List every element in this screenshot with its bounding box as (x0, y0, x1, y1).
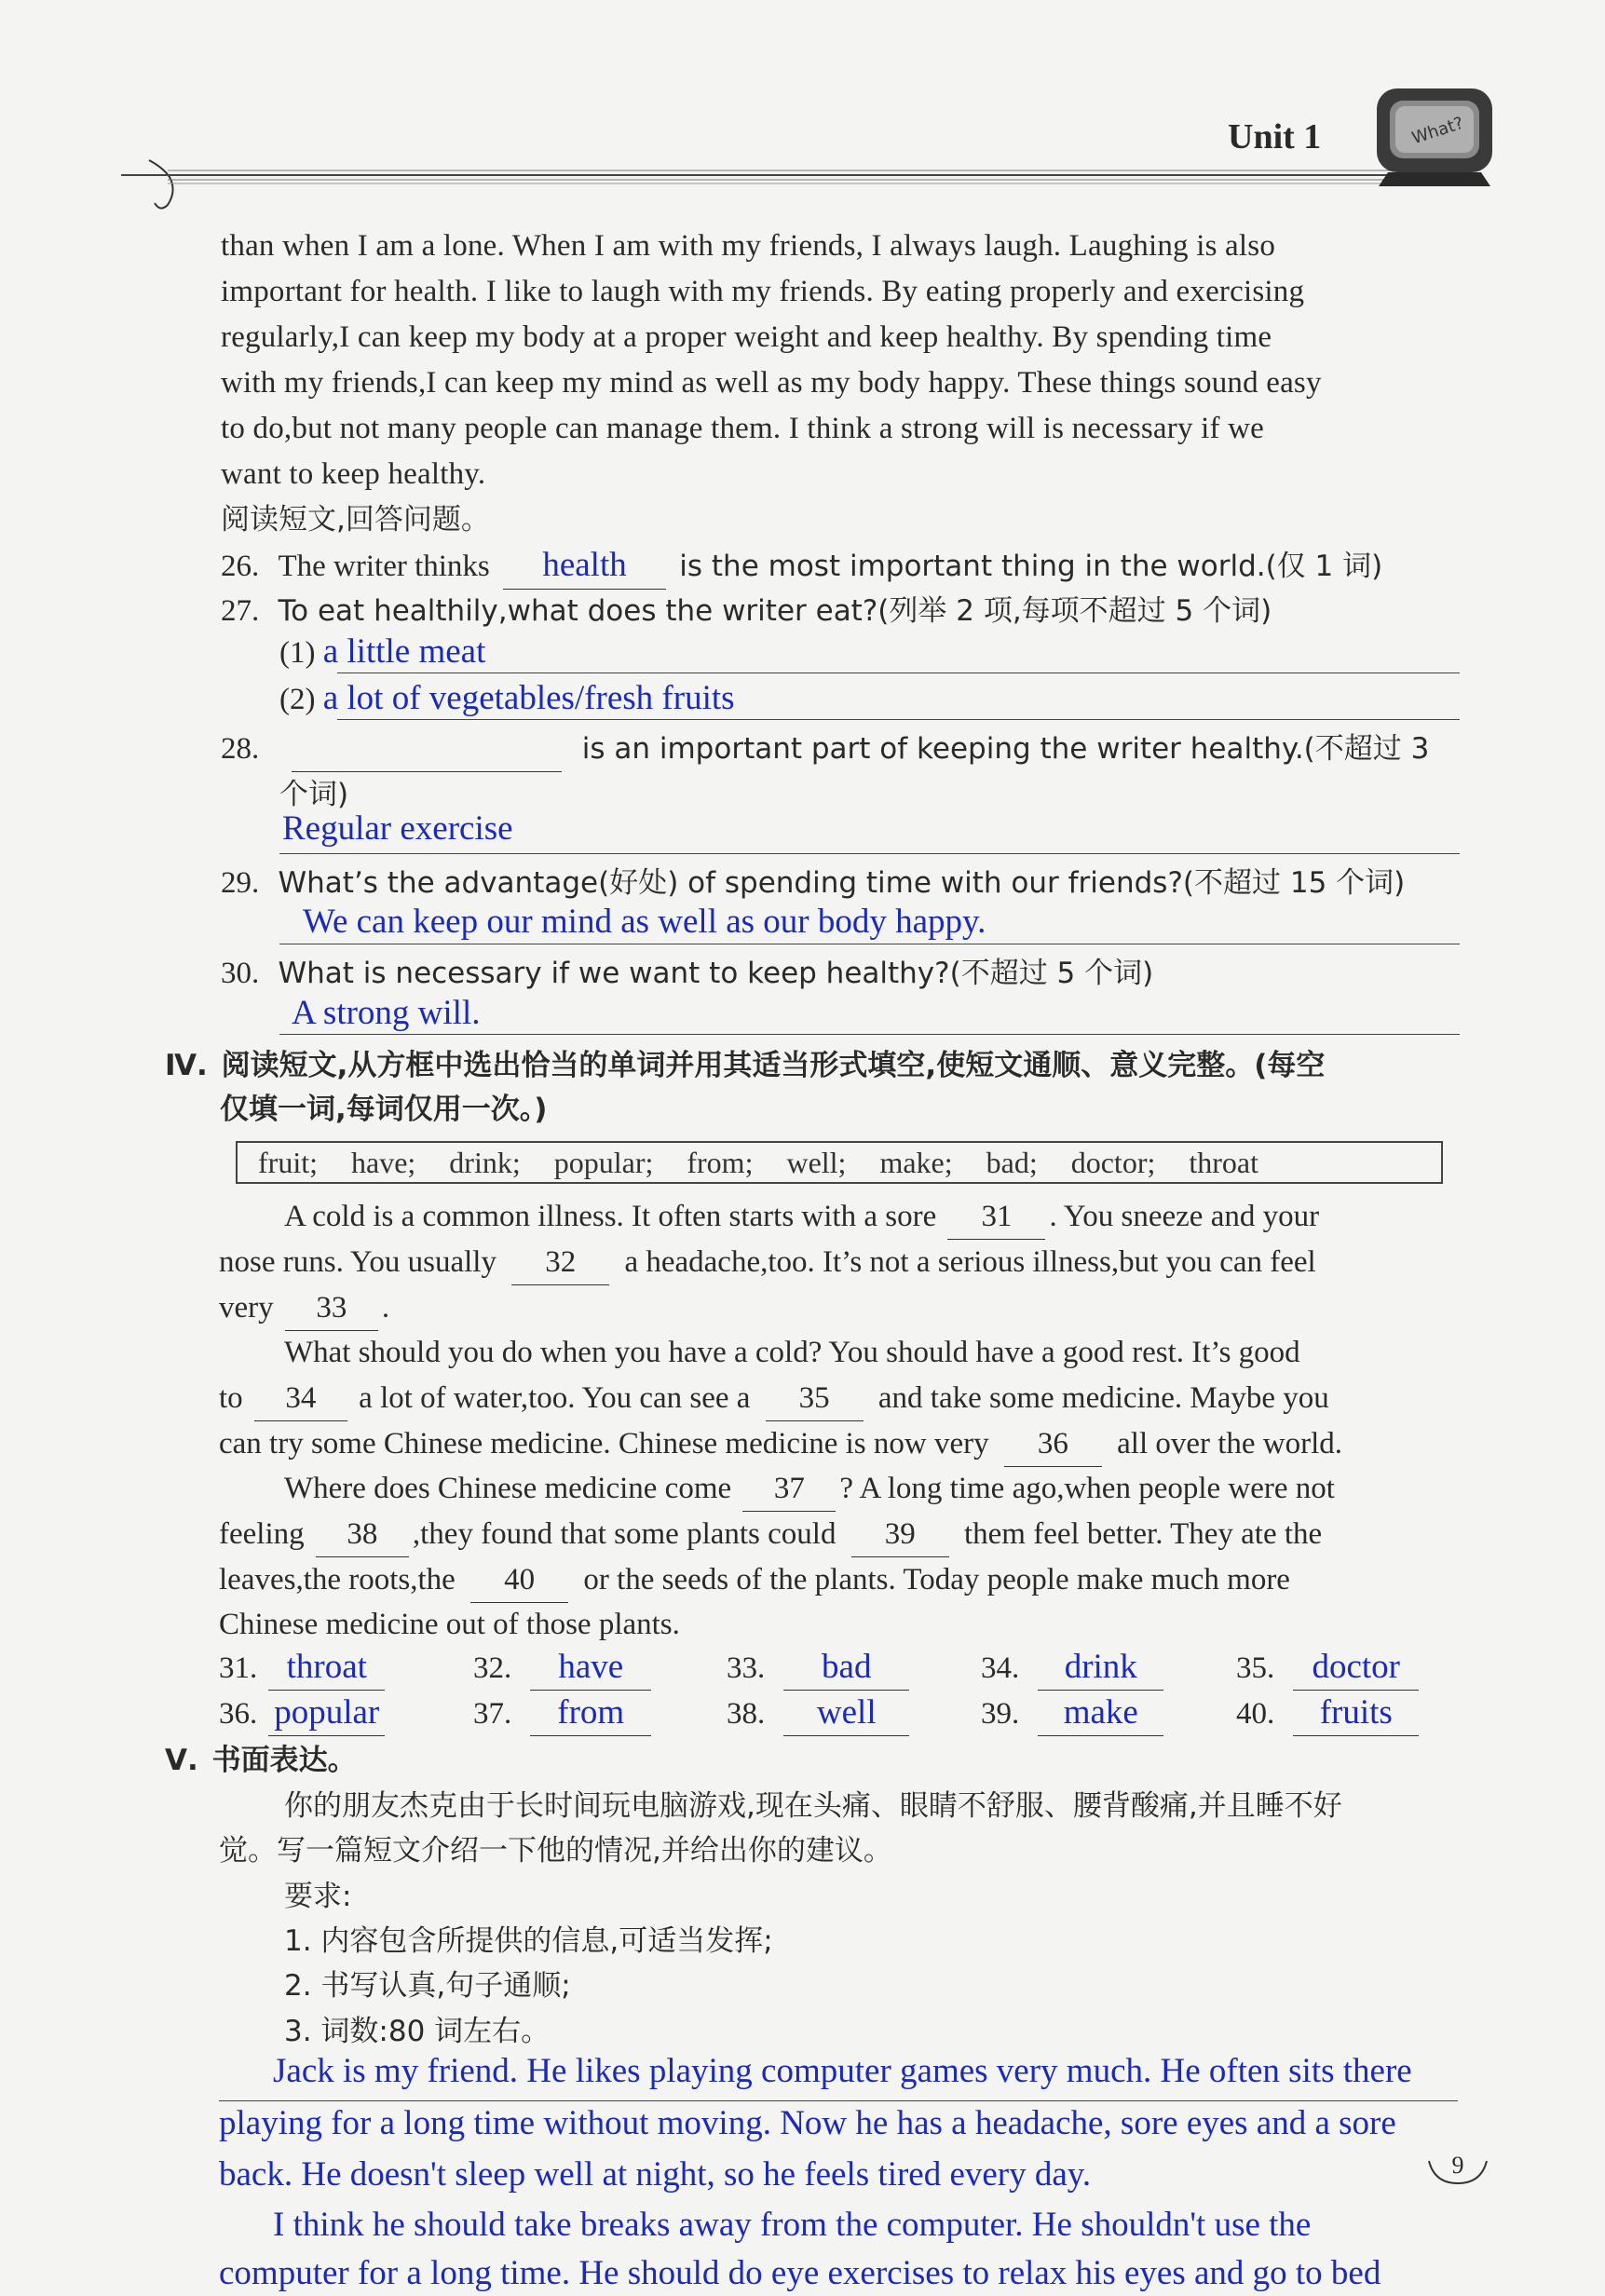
passage-line: regularly,I can keep my body at a proper weight and keep healthy. By spending time (221, 320, 1272, 354)
cloze-text: can try some Chinese medicine. Chinese medicine is now very (219, 1427, 989, 1460)
essay-line: computer for a long time. He should do eye exercises to relax his eyes and go to bed (219, 2254, 1381, 2292)
answer-number: 31. (219, 1651, 258, 1685)
page-number: 9 (1451, 2152, 1464, 2179)
blank-39[interactable]: 39 (851, 1512, 949, 1557)
cloze-text: and take some medicine. Maybe you (877, 1381, 1329, 1415)
section5-prompt: 觉。写一篇短文介绍一下他的情况,并给出你的建议。 (219, 1834, 892, 1868)
q29-number: 29. (221, 866, 260, 900)
tv-screen-text: What? (1409, 113, 1466, 149)
q27-sub1-label: (1) (279, 636, 316, 670)
question-29 (221, 861, 1405, 905)
q27-sub2-label: (2) (279, 683, 316, 716)
answer-number: 33. (727, 1651, 766, 1685)
passage-line: to do,but not many people can manage them. I think a strong will is necessary if we (221, 412, 1264, 445)
answer-item (1236, 1645, 1419, 1691)
cloze-text: or the seeds of the plants. Today people make much more (583, 1563, 1290, 1596)
essay-line: back. He doesn't sleep well at night, so he feels tired every day. (219, 2155, 1092, 2194)
answer-line (337, 719, 1460, 720)
answer-40[interactable]: fruits (1293, 1691, 1419, 1736)
answer-item (219, 1691, 385, 1736)
answer-36[interactable]: popular (268, 1691, 385, 1736)
question-28 (221, 727, 1429, 772)
answer-item (727, 1691, 909, 1736)
word-item: drink; (449, 1146, 521, 1179)
answer-line (337, 672, 1460, 673)
q27-text: To eat healthily,what does the writer eat?(列举 2 项,每项不超过 5 个词) (278, 594, 1272, 628)
cloze-line (219, 1421, 1342, 1467)
essay-line: I think he should take breaks away from the computer. He shouldn't use the (273, 2206, 1312, 2244)
q28-number: 28. (221, 732, 260, 766)
q26-answer: health (542, 546, 627, 584)
passage-line: with my friends,I can keep my mind as well as my body happy. These things sound easy (221, 366, 1322, 400)
word-item: from; (687, 1146, 754, 1179)
answer-33[interactable]: bad (783, 1645, 909, 1691)
cloze-line (284, 1194, 1319, 1240)
cloze-line: Chinese medicine out of those plants. (219, 1608, 680, 1641)
page-number-badge (1425, 2152, 1490, 2189)
q26-prefix: The writer thinks (278, 550, 490, 583)
answer-item (473, 1691, 651, 1736)
answer-35[interactable]: doctor (1293, 1645, 1419, 1691)
q27-number: 27. (221, 594, 260, 628)
q27-sub1 (279, 630, 485, 675)
cloze-line (219, 1512, 1322, 1557)
answer-line (279, 1034, 1460, 1035)
question-26 (221, 543, 1382, 590)
section4-title-line2: 仅填一词,每词仅用一次。) (220, 1093, 548, 1126)
answer-number: 32. (473, 1651, 512, 1685)
section5-roman: Ⅴ. (165, 1744, 198, 1777)
passage-line: than when I am a lone. When I am with my friends, I always laugh. Laughing is also (221, 229, 1276, 263)
answer-item (727, 1645, 909, 1691)
answer-38[interactable]: well (783, 1691, 909, 1736)
q26-suffix: is the most important thing in the world.(仅 1 词) (679, 550, 1383, 583)
word-item: doctor; (1070, 1146, 1156, 1179)
answer-31[interactable]: throat (268, 1645, 385, 1691)
cloze-text: feeling (219, 1517, 305, 1551)
q29-text: What’s the advantage(好处) of spending time with our friends?(不超过 15 个词) (278, 866, 1406, 900)
cloze-text: Where does Chinese medicine come (284, 1472, 732, 1505)
answer-32[interactable]: have (530, 1645, 651, 1691)
cloze-text: a headache,too. It’s not a serious illness,but you can feel (624, 1245, 1316, 1279)
q27-sub1-answer: a little meat (322, 632, 486, 671)
cloze-line (219, 1557, 1290, 1603)
q30-number: 30. (221, 957, 260, 990)
section4-roman: Ⅳ. (165, 1049, 208, 1082)
cloze-text: very (219, 1291, 274, 1325)
section4-title-line1: 阅读短文,从方框中选出恰当的单词并用其适当形式填空,使短文通顺、意义完整。(每空 (221, 1049, 1326, 1082)
word-bank (236, 1141, 1443, 1184)
unit-title: Unit 1 (1228, 117, 1322, 156)
cloze-line (219, 1376, 1329, 1421)
section4-title (165, 1043, 1325, 1088)
answer-item (981, 1645, 1163, 1691)
q28-answer: Regular exercise (282, 809, 513, 848)
word-item: popular; (553, 1146, 654, 1179)
word-item: have; (350, 1146, 416, 1179)
answer-number: 37. (473, 1697, 512, 1731)
answer-number: 40. (1236, 1697, 1275, 1731)
blank-38[interactable]: 38 (316, 1512, 409, 1557)
blank-34[interactable]: 34 (254, 1376, 347, 1421)
q28-continuation: 个词) (279, 778, 349, 811)
q30-text: What is necessary if we want to keep healthy?(不超过 5 个词) (278, 957, 1154, 990)
q26-blank[interactable] (503, 543, 666, 590)
q27-sub2 (279, 676, 735, 722)
cloze-text: to (219, 1381, 243, 1415)
answer-37[interactable]: from (530, 1691, 651, 1736)
q28-text: is an important part of keeping the writer healthy.(不超过 3 (581, 732, 1430, 766)
cloze-text: a lot of water,too. You can see a (359, 1381, 751, 1415)
blank-35[interactable]: 35 (766, 1376, 864, 1421)
section3-instruction: 阅读短文,回答问题。 (221, 503, 490, 537)
answer-line (279, 853, 1460, 854)
cloze-text: . You sneeze and your (1049, 1200, 1320, 1233)
q30-answer: A strong will. (292, 994, 481, 1032)
cloze-text: ? A long time ago,when people were not (839, 1472, 1335, 1505)
blank-31[interactable]: 31 (947, 1194, 1045, 1240)
cloze-text: A cold is a common illness. It often starts with a sore (284, 1200, 937, 1233)
answer-item (473, 1645, 651, 1691)
requirement-item: 1. 内容包含所提供的信息,可适当发挥; (284, 1924, 773, 1958)
blank-36[interactable]: 36 (1004, 1421, 1102, 1467)
cloze-text: them feel better. They ate the (963, 1517, 1323, 1551)
word-item: throat (1189, 1146, 1258, 1179)
blank-40[interactable]: 40 (470, 1557, 568, 1603)
essay-line: Jack is my friend. He likes playing computer games very much. He often sits there (273, 2052, 1412, 2090)
cloze-line (219, 1240, 1316, 1285)
essay-line: playing for a long time without moving. Now he has a headache, sore eyes and a sore (219, 2104, 1396, 2142)
cloze-text: ,they found that some plants could (412, 1517, 837, 1551)
blank-32[interactable]: 32 (511, 1240, 609, 1285)
section5-title (165, 1738, 357, 1783)
cloze-line: What should you do when you have a cold? You should have a good rest. It’s good (284, 1336, 1300, 1369)
answer-number: 39. (981, 1697, 1020, 1731)
answer-item (981, 1691, 1163, 1736)
answer-number: 35. (1236, 1651, 1275, 1685)
blank-37[interactable]: 37 (742, 1466, 836, 1512)
word-item: make; (879, 1146, 953, 1179)
passage-line: important for health. I like to laugh with my friends. By eating properly and exercising (221, 275, 1305, 308)
requirement-item: 3. 词数:80 词左右。 (284, 2015, 551, 2048)
answer-number: 38. (727, 1697, 766, 1731)
cloze-text: leaves,the roots,the (219, 1563, 456, 1596)
cloze-line: very 33 . (219, 1285, 389, 1331)
question-27 (221, 589, 1272, 633)
answer-item (219, 1645, 385, 1691)
word-item: well; (786, 1146, 847, 1179)
tv-icon (1369, 84, 1500, 191)
requirement-item: 2. 书写认真,句子通顺; (284, 1969, 571, 2003)
blank-33[interactable]: 33 (285, 1285, 378, 1331)
section5-prompt: 你的朋友杰克由于长时间玩电脑游戏,现在头痛、眼睛不舒服、腰背酸痛,并且睡不好 (284, 1789, 1342, 1823)
passage-line: want to keep healthy. (221, 457, 486, 491)
q29-answer: We can keep our mind as well as our body happy. (303, 903, 986, 941)
question-30 (221, 951, 1153, 996)
cloze-text: nose runs. You usually (219, 1245, 496, 1279)
section5-title-text: 书面表达。 (211, 1744, 357, 1777)
q28-blank[interactable] (292, 727, 562, 772)
q26-number: 26. (221, 550, 260, 583)
cloze-text: all over the world. (1117, 1427, 1343, 1460)
word-item: fruit; (258, 1146, 318, 1179)
cloze-line (284, 1466, 1335, 1512)
answer-number: 36. (219, 1697, 258, 1731)
answer-item (1236, 1691, 1419, 1736)
word-item: bad; (986, 1146, 1038, 1179)
requirements-label: 要求: (284, 1880, 352, 1913)
q27-sub2-answer: a lot of vegetables/fresh fruits (322, 679, 735, 717)
answer-34[interactable]: drink (1038, 1645, 1163, 1691)
answer-39[interactable]: make (1038, 1691, 1163, 1736)
answer-number: 34. (981, 1651, 1020, 1685)
